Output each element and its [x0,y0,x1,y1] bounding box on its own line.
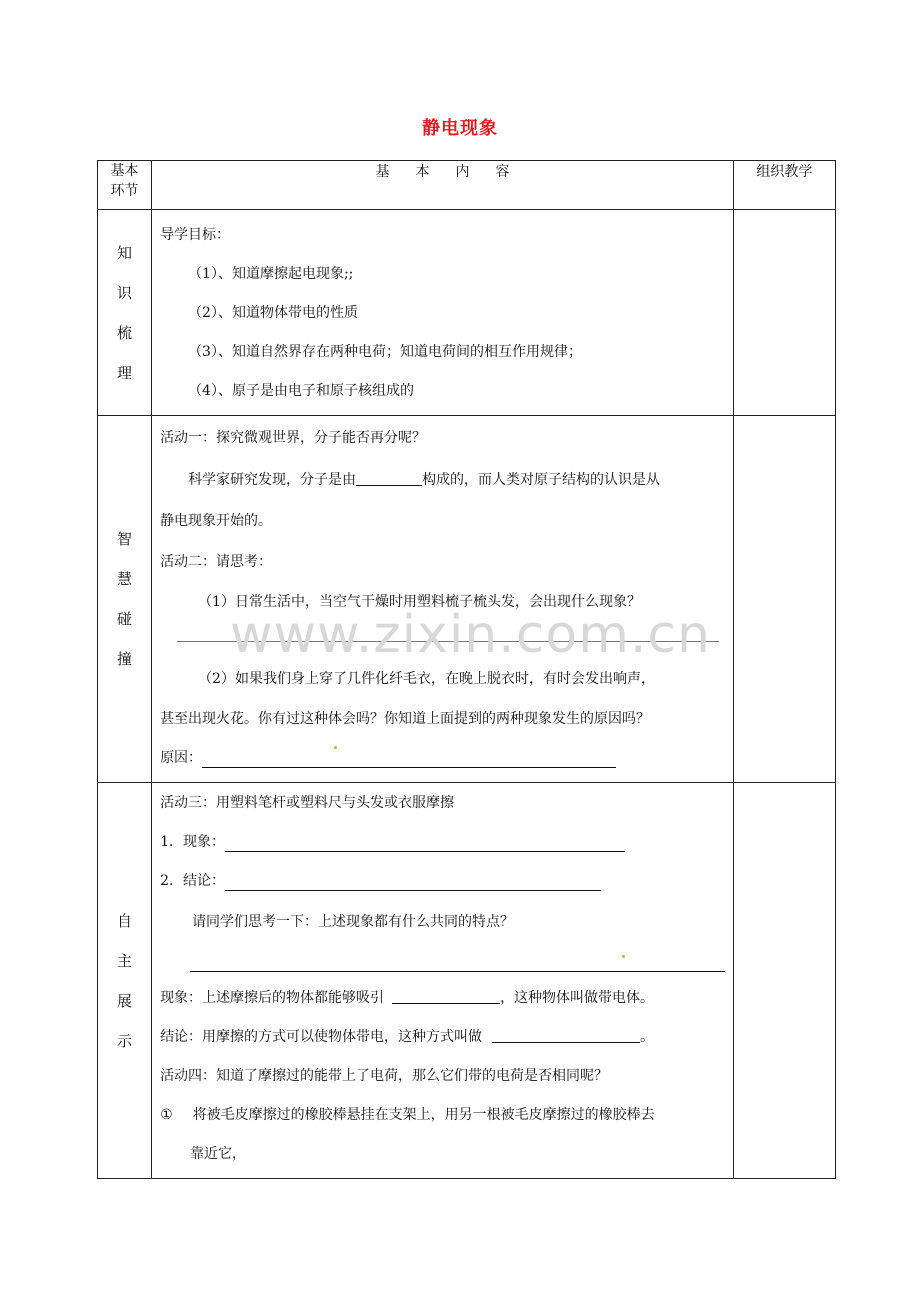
organize-cell [733,416,835,783]
side-char: 自 [117,911,133,930]
side-char: 知 [117,243,133,262]
reason-line: 原因： [160,739,725,778]
paragraph: 静电现象开始的。 [160,513,273,529]
goal-heading: 导学目标： [160,227,231,243]
side-char: 展 [117,991,133,1010]
header-content: 基本内容 [152,161,734,210]
side-char: 智 [117,530,133,548]
conclusion-statement: 结论：用摩擦的方式可以使物体带电，这种方式叫做 。 [160,1029,655,1045]
question: 请同学们思考一下：上述现象都有什么共同的特点？ [192,914,515,930]
section-content [152,783,734,1179]
page-title: 静电现象 [422,118,498,139]
section-content [152,416,734,783]
side-char: 撞 [117,650,133,668]
side-char: 示 [117,1031,133,1050]
organize-cell [733,210,835,416]
activity-heading: 活动三：用塑料笔杆或塑料尺与头发或衣服摩擦 [160,795,455,811]
speck [622,955,625,958]
question: 甚至出现火花。你有过这种体会吗？你知道上面提到的两种现象发生的原因吗？ [160,711,651,727]
side-char: 碰 [117,610,133,628]
side-char: 慧 [117,570,133,588]
fill-blank[interactable] [356,471,422,486]
reason-blank[interactable] [202,753,616,768]
goal-item: （1）、知道摩擦起电现象;; [188,266,354,282]
answer-line[interactable] [160,622,725,658]
phenomenon-statement: 现象：上述摩擦后的物体都能够吸引 ，这种物体叫做带电体。 [160,990,655,1006]
question: （1）日常生活中，当空气干燥时用塑料梳子梳头发，会出现什么现象？ [198,594,641,610]
speck [334,746,337,749]
goal-item: （3）、知道自然界存在两种电荷；知道电荷间的相互作用规律； [188,344,582,360]
phenomenon-blank[interactable] [225,837,625,852]
conclusion-line: 2．结论： [160,862,725,901]
side-char: 主 [117,951,133,970]
section-label [98,783,152,1179]
lesson-table [97,160,836,1179]
section-label [98,210,152,416]
activity-heading: 活动四：知道了摩擦过的能带上了电荷，那么它们带的电荷是否相同呢？ [160,1068,609,1084]
answer-line[interactable] [160,943,725,979]
conclusion-blank[interactable] [225,876,601,891]
section-brainstorm [98,416,836,783]
activity-heading: 活动二：请思考： [160,554,273,570]
goal-item: （2）、知道物体带电的性质 [188,305,358,321]
step-line: ① 将被毛皮摩擦过的橡胶棒悬挂在支架上，用另一根被毛皮摩擦过的橡胶棒去 [160,1107,655,1123]
phenomenon-line: 1．现象： [160,823,725,862]
header-stage: 基本环节 [98,161,152,210]
goal-item: （4）、原子是由电子和原子核组成的 [188,383,414,399]
section-self-display [98,783,836,1179]
side-char: 梳 [117,323,133,342]
activity-heading: 活动一：探究微观世界，分子能否再分呢？ [160,430,427,446]
header-organize: 组织教学 [733,161,835,210]
watermark: www.zixin.com.cn [230,605,711,665]
side-char: 理 [117,363,133,382]
paragraph: 科学家研究发现，分子是由 构成的，而人类对原子结构的认识是从 [188,472,661,488]
fill-blank[interactable] [392,989,500,1004]
question: （2）如果我们身上穿了几件化纤毛衣，在晚上脱衣时，有时会发出响声， [198,671,655,687]
organize-cell [733,783,835,1179]
section-knowledge [98,210,836,416]
section-content [152,210,734,416]
fill-blank[interactable] [492,1028,640,1043]
section-label [98,416,152,783]
table-header-row [98,161,836,210]
step-line: 靠近它， [190,1146,247,1162]
side-char: 识 [117,283,133,302]
